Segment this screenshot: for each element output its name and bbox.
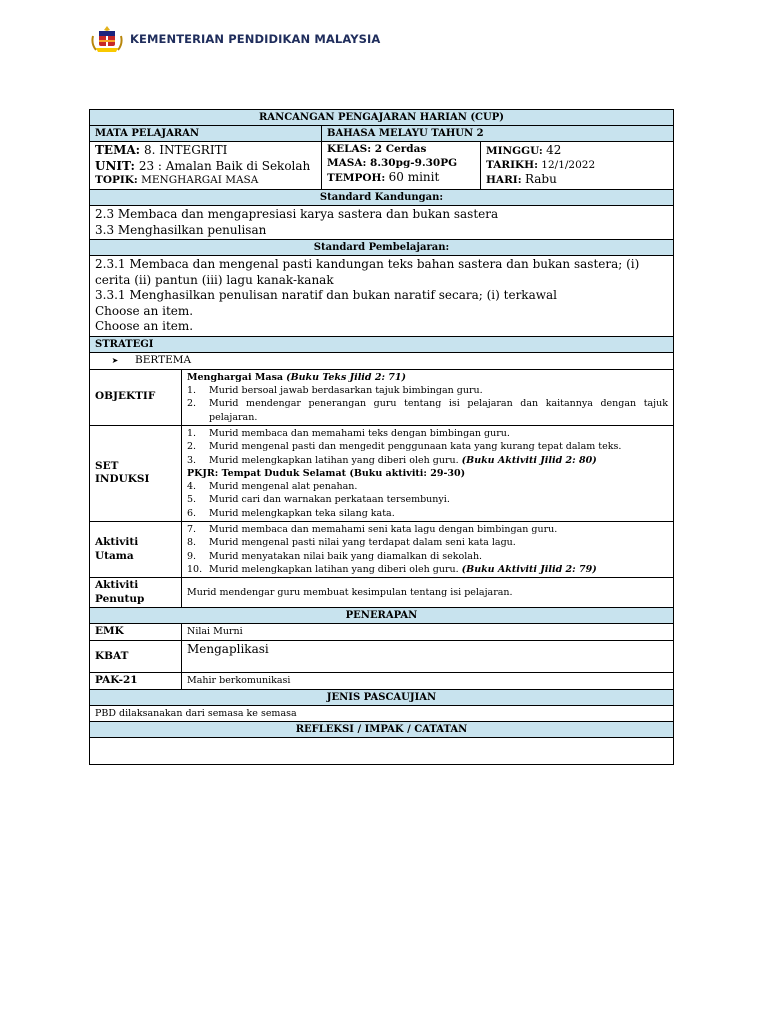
topik-label: TOPIK: [95, 174, 138, 187]
objektif-content [182, 369, 674, 425]
sk-item: 2.3 Membaca dan mengapresiasi karya sastera dan bukan sastera [95, 206, 499, 221]
tema-value: 8. INTEGRITI [143, 143, 228, 157]
subject-value: BAHASA MELAYU TAHUN 2 [322, 126, 674, 142]
objektif-item: 2. Murid mendengar penerangan guru tentang isi pelajaran dan kaitannya dengan tajuk pelajaran. [187, 398, 668, 423]
minggu-value: 42 [546, 143, 562, 157]
aktiviti-utama-content [182, 521, 674, 577]
arrow-bullet-icon: ➤ [111, 356, 119, 366]
hari-label: HARI: [486, 174, 522, 187]
unit-label: UNIT: [95, 158, 135, 173]
emk-value: Nilai Murni [182, 624, 674, 641]
objektif-row [90, 369, 674, 425]
title-row [90, 110, 674, 126]
unit-value: 23 : Amalan Baik di Sekolah [138, 158, 311, 173]
set-induksi-label: SET INDUKSI [90, 425, 182, 521]
utama-item: 7. Murid membaca dan memahami seni kata lagu dengan bimbingan guru. [187, 523, 558, 535]
objektif-item: 1. Murid bersoal jawab berdasarkan tajuk bimbingan guru. [187, 385, 483, 397]
masa-label: MASA: [327, 156, 367, 169]
penerapan-header-row [90, 608, 674, 624]
page-header [90, 24, 380, 54]
tema-label: TEMA: [95, 143, 141, 157]
info-right [481, 142, 674, 190]
pak21-value: Mahir berkomunikasi [182, 673, 674, 690]
sp-choose-item[interactable]: Choose an item. [95, 319, 194, 334]
strategi-row [90, 353, 674, 370]
subject-label: MATA PELAJARAN [90, 126, 322, 142]
refleksi-row [90, 738, 674, 765]
plan-title: RANCANGAN PENGAJARAN HARIAN (CUP) [90, 110, 674, 126]
tarikh-label: TARIKH: [486, 158, 538, 171]
coat-of-arms-icon [90, 24, 124, 54]
hari-value: Rabu [524, 172, 557, 187]
pascaujian-label: JENIS PASCAUJIAN [90, 689, 674, 705]
refleksi-value[interactable] [90, 738, 674, 765]
induksi-item: 6. Murid melengkapkan teka silang kata. [187, 507, 395, 519]
induksi-item: 1. Murid membaca dan memahami teks dengan bimbingan guru. [187, 427, 510, 439]
ministry-name: KEMENTERIAN PENDIDIKAN MALAYSIA [130, 32, 381, 46]
subject-row [90, 126, 674, 142]
induksi-item: 4. Murid mengenal alat penahan. [187, 481, 358, 493]
sp-item: 3.3.1 Menghasilkan penulisan naratif dan bukan naratif secara; (i) terkawal [95, 288, 557, 303]
kelas-value: 2 Cerdas [374, 143, 427, 155]
objektif-heading: Menghargai Masa [187, 371, 284, 383]
induksi-item: 2. Murid mengenal pasti dan mengedit penggunaan kata yang kurang tepat dalam teks. [187, 441, 622, 453]
set-induksi-content [182, 425, 674, 521]
masa-value: 8.30pg-9.30PG [370, 156, 458, 169]
kbat-label: KBAT [90, 641, 182, 673]
pascaujian-header-row [90, 689, 674, 705]
tarikh-value: 12/1/2022 [541, 158, 596, 171]
aktiviti-penutup-label: Aktiviti Penutup [90, 578, 182, 608]
sk-label: Standard Kandungan: [90, 189, 674, 205]
pak21-row [90, 673, 674, 690]
induksi-item: 5. Murid cari dan warnakan perkataan tersembunyi. [187, 494, 450, 506]
minggu-label: MINGGU: [486, 145, 543, 157]
pascaujian-value: PBD dilaksanakan dari semasa ke semasa [90, 705, 674, 721]
sk-content [90, 205, 674, 239]
sp-item: 2.3.1 Membaca dan mengenal pasti kandungan teks bahan sastera dan bukan sastera; (i) cerita (ii) pantun (iii) lagu kanak-kanak [95, 257, 640, 287]
sk-header-row [90, 189, 674, 205]
lesson-plan-table [89, 109, 674, 765]
tempoh-value: 60 minit [388, 170, 440, 185]
kbat-value: Mengaplikasi [182, 641, 674, 673]
utama-item: 8. Murid mengenal pasti nilai yang terdapat dalam seni kata lagu. [187, 537, 516, 549]
aktiviti-penutup-text: Murid mendengar guru membuat kesimpulan tentang isi pelajaran. [182, 578, 674, 608]
induksi-item: 3. Murid melengkapkan latihan yang diberi oleh guru. (Buku Aktiviti Jilid 2: 80) [187, 454, 597, 466]
sk-item: 3.3 Menghasilkan penulisan [95, 222, 267, 237]
info-row [90, 142, 674, 190]
pkjr-heading: PKJR: Tempat Duduk Selamat (Buku aktiviti: 29-30) [187, 467, 466, 479]
refleksi-label: REFLEKSI / IMPAK / CATATAN [90, 722, 674, 738]
sp-header-row [90, 240, 674, 256]
topik-value: MENGHARGAI MASA [141, 174, 259, 187]
strategi-header-row [90, 337, 674, 353]
emk-row [90, 624, 674, 641]
kbat-row [90, 641, 674, 673]
sk-row [90, 205, 674, 239]
kelas-label: KELAS: [327, 143, 372, 155]
sp-content [90, 256, 674, 337]
aktiviti-utama-label: Aktiviti Utama [90, 521, 182, 577]
info-middle [322, 142, 481, 190]
aktiviti-penutup-row [90, 578, 674, 608]
set-induksi-row [90, 425, 674, 521]
emk-label: EMK [90, 624, 182, 641]
pascaujian-row [90, 705, 674, 721]
penerapan-label: PENERAPAN [90, 608, 674, 624]
strategi-label: STRATEGI [90, 337, 674, 353]
strategi-item: BERTEMA [135, 354, 192, 367]
sp-row [90, 256, 674, 337]
strategi-content [90, 353, 674, 370]
utama-item: 9. Murid menyatakan nilai baik yang diamalkan di sekolah. [187, 550, 483, 562]
info-left [90, 142, 322, 190]
refleksi-header-row [90, 722, 674, 738]
utama-item: 10. Murid melengkapkan latihan yang diberi oleh guru. (Buku Aktiviti Jilid 2: 79) [187, 563, 597, 575]
tempoh-label: TEMPOH: [327, 172, 386, 185]
objektif-label: OBJEKTIF [90, 369, 182, 425]
pak21-label: PAK-21 [90, 673, 182, 690]
aktiviti-utama-row [90, 521, 674, 577]
objektif-ref: (Buku Teks Jilid 2: 71) [286, 371, 407, 383]
sp-label: Standard Pembelajaran: [90, 240, 674, 256]
sp-choose-item[interactable]: Choose an item. [95, 303, 194, 318]
